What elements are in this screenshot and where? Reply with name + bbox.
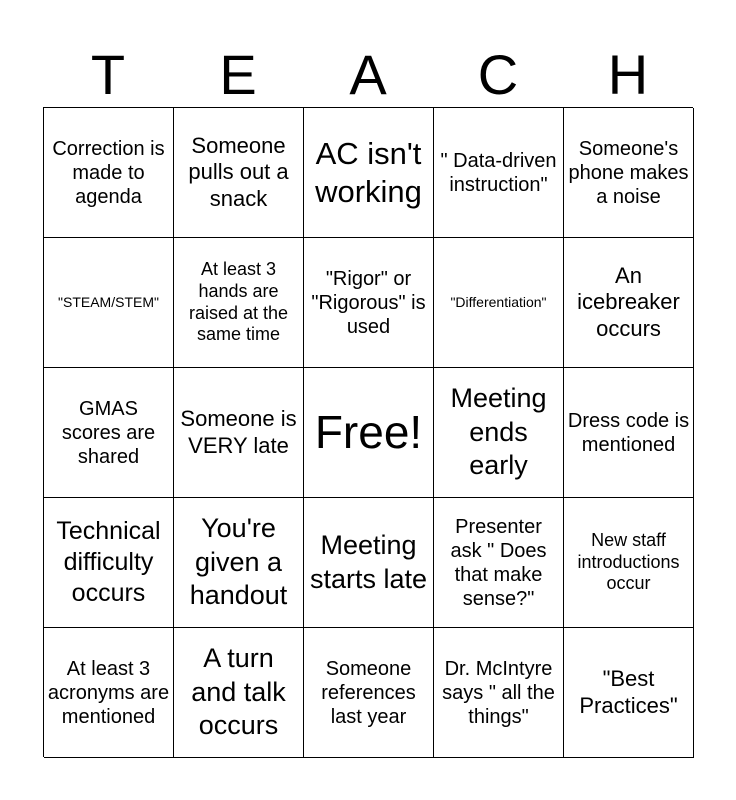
header-letter-e: E: [219, 43, 257, 106]
cell-text: New staff introductions occur: [577, 530, 680, 594]
cell-text: "Best Practices": [579, 666, 678, 718]
cell-text: Presenter ask " Does that make sense?": [450, 515, 547, 610]
bingo-cell[interactable]: [564, 108, 694, 238]
cell-text: "STEAM/STEM": [58, 294, 159, 311]
bingo-cell[interactable]: [434, 498, 564, 628]
cell-text: "Rigor" or "Rigorous" is used: [311, 267, 426, 338]
bingo-board: [43, 107, 693, 757]
bingo-cell[interactable]: [434, 628, 564, 758]
bingo-cell[interactable]: [434, 368, 564, 498]
bingo-cell[interactable]: [44, 498, 174, 628]
bingo-cell[interactable]: [564, 498, 694, 628]
bingo-cell[interactable]: [304, 498, 434, 628]
bingo-cell[interactable]: [564, 368, 694, 498]
bingo-cell[interactable]: [304, 108, 434, 238]
cell-text: Technical difficulty occurs: [56, 516, 161, 608]
header-letter-c: C: [477, 43, 519, 106]
bingo-cell[interactable]: [174, 368, 304, 498]
cell-text: GMAS scores are shared: [61, 397, 156, 468]
bingo-cell[interactable]: [304, 628, 434, 758]
header-letter-a: A: [349, 43, 387, 106]
cell-text: A turn and talk occurs: [191, 642, 286, 741]
bingo-cell[interactable]: [564, 238, 694, 368]
cell-text: At least 3 acronyms are mentioned: [47, 657, 170, 728]
bingo-cell[interactable]: [44, 628, 174, 758]
cell-text: " Data-driven instruction": [440, 149, 557, 196]
cell-text: Dress code is mentioned: [567, 409, 690, 456]
bingo-cell[interactable]: [434, 108, 564, 238]
cell-text: Someone's phone makes a noise: [568, 137, 689, 208]
bingo-cell[interactable]: [174, 238, 304, 368]
cell-text: At least 3 hands are raised at the same time: [188, 259, 289, 345]
bingo-cell[interactable]: [174, 108, 304, 238]
cell-text: Meeting starts late: [309, 529, 428, 594]
header-letter-h: H: [607, 43, 649, 106]
header-letter-t: T: [90, 43, 126, 106]
cell-text: An icebreaker occurs: [577, 262, 680, 341]
cell-text: Correction is made to agenda: [52, 137, 165, 208]
cell-text: You're given a handout: [189, 512, 288, 611]
cell-text: Meeting ends early: [450, 382, 547, 481]
cell-text: Someone references last year: [321, 657, 416, 728]
free-space-text: Free!: [314, 405, 423, 458]
bingo-cell[interactable]: [44, 108, 174, 238]
cell-text: Someone is VERY late: [180, 406, 297, 458]
cell-text: AC isn't working: [315, 136, 422, 209]
bingo-cell[interactable]: [304, 238, 434, 368]
bingo-cell[interactable]: [564, 628, 694, 758]
cell-text: Dr. McIntyre says " all the things": [442, 657, 555, 728]
cell-text: Someone pulls out a snack: [188, 132, 289, 211]
bingo-cell[interactable]: [44, 238, 174, 368]
bingo-cell[interactable]: [174, 498, 304, 628]
bingo-cell[interactable]: [44, 368, 174, 498]
bingo-cell[interactable]: [434, 238, 564, 368]
bingo-cell[interactable]: [174, 628, 304, 758]
cell-text: "Differentiation": [450, 294, 547, 311]
bingo-header: [43, 40, 693, 110]
free-space-cell[interactable]: [304, 368, 434, 498]
